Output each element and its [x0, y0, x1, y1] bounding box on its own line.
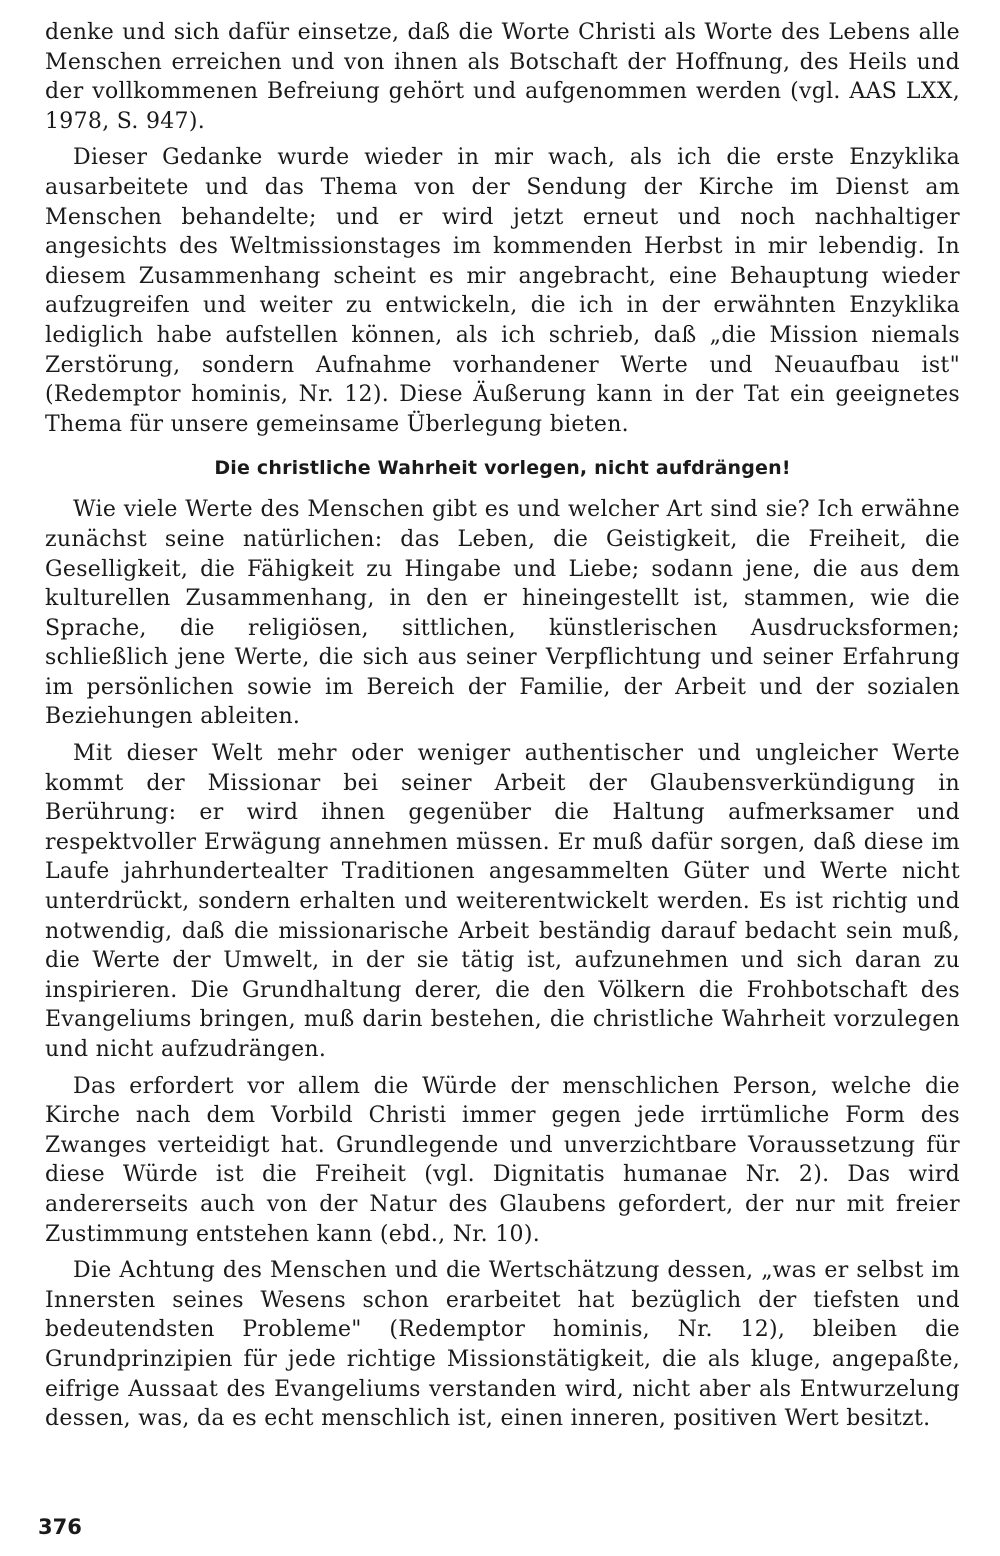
paragraph-section-4: Die Achtung des Menschen und die Wertschätzung dessen, „was er selbst im Innersten seines Wesens schon erarbeitet hat bezüglich der tiefsten und bedeutendsten Probleme" (Redemptor hominis, Nr. 12), bleiben die Grundprinzipien für jede richtige Missionstätigkeit, die als kluge, angepaßte, eifrige Aussaat des Evangeliums verstanden wird, nicht aber als Entwurzelung dessen, was, da es echt menschlich ist, einen inneren, positiven Wert besitzt. [45, 1258, 960, 1432]
paragraph-section-1: Wie viele Werte des Menschen gibt es und welcher Art sind sie? Ich erwähne zunächst seine natürlichen: das Leben, die Geistigkeit, die Freiheit, die Geselligkeit, die Fähigkeit zu Hingabe und Liebe; sodann jene, die aus dem kulturellen Zusammenhang, in den er hineingestellt ist, stammen, wie die Sprache, die religiösen, sittlichen, künstlerischen Ausdrucksformen; schließlich jene Werte, die sich aus seiner Verpflichtung und seiner Erfahrung im persönlichen sowie im Bereich der Familie, der Arbeit und der sozialen Beziehungen ableiten. [45, 497, 960, 730]
page-number: 376 [38, 1515, 82, 1539]
section-heading: Die christliche Wahrheit vorlegen, nicht aufdrängen! [214, 457, 791, 480]
paragraph-intro-1: denke und sich dafür einsetze, daß die Worte Christi als Worte des Lebens alle Menschen erreichen und von ihnen als Botschaft der Hoffnung, des Heils und der vollkommenen Befreiung gehört und aufgenommen werden (vgl. AAS LXX, 1978, S. 947). [45, 20, 960, 134]
paragraph-section-2: Mit dieser Welt mehr oder weniger authentischer und ungleicher Werte kommt der Missionar bei seiner Arbeit der Glaubensverkündigung in Berührung: er wird ihnen gegenüber die Haltung aufmerksamer und respektvoller Erwägung annehmen müssen. Er muß dafür sorgen, daß diese im Laufe jahrhundertealter Traditionen angesammelten Güter und Werte nicht unterdrückt, sondern erhalten und weiterentwickelt werden. Es ist richtig und notwendig, daß die missionarische Arbeit beständig darauf bedacht sein muß, die Werte der Umwelt, in der sie tätig ist, aufzunehmen und sich daran zu inspirieren. Die Grundhaltung derer, die den Völkern die Frohbotschaft des Evangeliums bringen, muß darin bestehen, die christliche Wahrheit vorzulegen und nicht aufzudrängen. [45, 741, 960, 1062]
paragraph-section-3: Das erfordert vor allem die Würde der menschlichen Person, welche die Kirche nach dem Vorbild Christi immer gegen jede irrtümliche Form des Zwanges verteidigt hat. Grundlegende und unverzichtbare Voraussetzung für diese Würde ist die Freiheit (vgl. Dignitatis humanae Nr. 2). Das wird andererseits auch von der Natur des Glaubens gefordert, der nur mit freier Zustimmung entstehen kann (ebd., Nr. 10). [45, 1073, 960, 1247]
paragraph-intro-2: Dieser Gedanke wurde wieder in mir wach, als ich die erste Enzyklika ausarbeitete und das Thema von der Sendung der Kirche im Dienst am Menschen behandelte; und er wird jetzt erneut und noch nachhaltiger angesichts des Weltmissionstages im kommenden Herbst in mir lebendig. In diesem Zusammenhang scheint es mir angebracht, eine Behauptung wieder aufzugreifen und weiter zu entwickeln, die ich in der erwähnten Enzyklika lediglich habe aufstellen können, als ich schrieb, daß „die Mission niemals Zerstörung, sondern Aufnahme vorhandener Werte und Neuaufbau ist" (Redemptor hominis, Nr. 12). Diese Äußerung kann in der Tat ein geeignetes Thema für unsere gemeinsame Überlegung bieten. [45, 145, 960, 437]
page-body [45, 18, 960, 1441]
